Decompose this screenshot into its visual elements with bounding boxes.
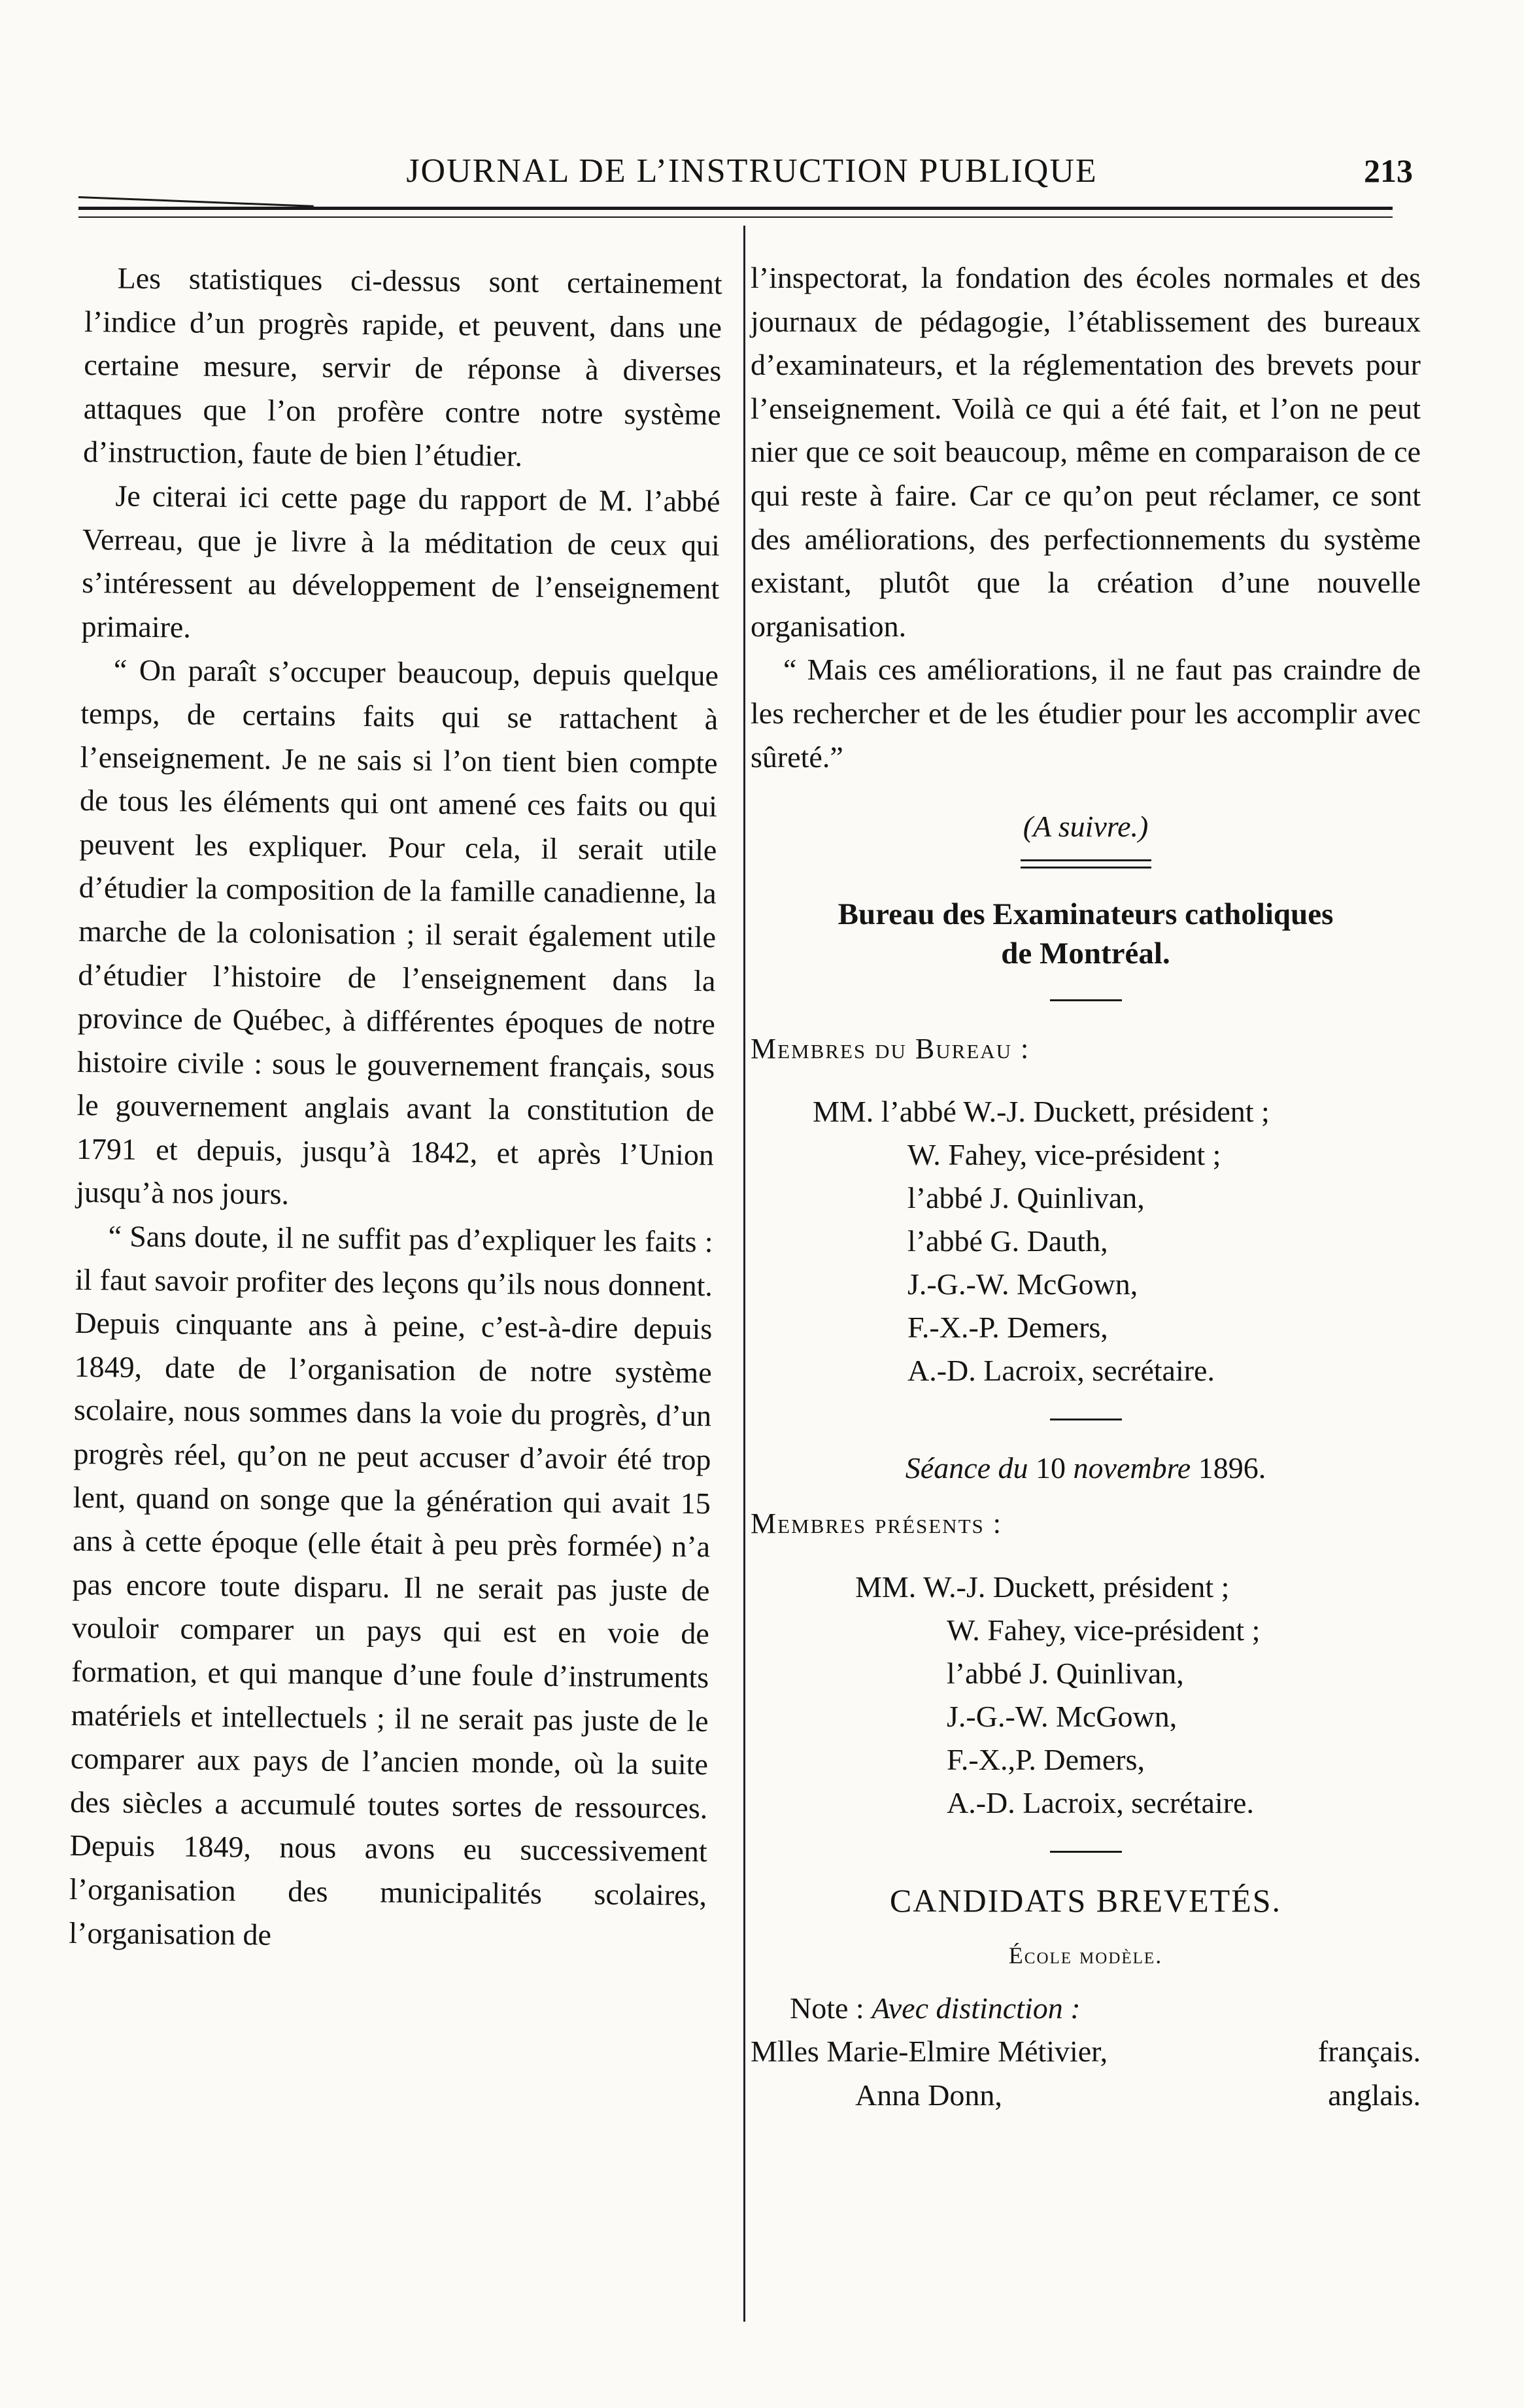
left-paragraph-4: “ Sans doute, il ne suffit pas d’expliquer les faits : il faut savoir profiter des leçons qu’ils nous donnent. Depuis cinquante ans à peine, c’est-à-dire depuis 1849, date de l’organisation de notre système scolaire, nous sommes dans la voie du progrès, d’un progrès réel, qu’on ne peut accuser d’avoir été trop lent, quand on songe que la génération qui avait 15 ans à cette époque (elle était à peu près formée) n’a pas encore toute disparu. Il ne serait pas juste de vouloir comparer un pays qui est en voie de formation, et qui manque d’une foule d’instruments matériels et intellectuels ; il ne serait pas juste de le comparer aux pays de l’ancien monde, où la suite des siècles a accumulé toutes sortes de ressources. Depuis 1849, nous avons eu successivement l’organisation des municipalités scolaires, l’organisation de: [69, 1219, 713, 1952]
candidate-row: [751, 2074, 1421, 2118]
note-text: Avec distinction :: [872, 1991, 1081, 2025]
list-item: J.-G.-W. McGown,: [907, 1267, 1138, 1301]
header-rule-thick: [78, 207, 1393, 210]
list-item: W. Fahey, vice-président ;: [907, 1138, 1221, 1172]
short-rule-2: [1050, 1419, 1122, 1420]
list-item: l’abbé J. Quinlivan,: [947, 1656, 1184, 1690]
section-double-rule: [1021, 859, 1151, 869]
page-number: 213: [1364, 152, 1413, 189]
column-divider: [743, 226, 745, 2322]
bureau-title-line-1: Bureau des Examinateurs catholiques: [838, 897, 1334, 931]
list-item: l’abbé G. Dauth,: [907, 1224, 1108, 1258]
list-item: A.-D. Lacroix, secrétaire.: [907, 1354, 1215, 1388]
left-paragraph-3: “ On paraît s’occuper beaucoup, depuis quelque temps, de certains faits qui se rattachent à l’enseignement. Je ne sais si l’on tient bien compte de tous les éléments qui ont amené ces faits ou qui peuvent les expliquer. Pour cela, il serait utile d’étudier la composition de la famille canadienne, la marche de la colonisation ; il serait également utile d’étudier l’histoire de l’enseignement dans la province de Québec, à différentes époques de notre histoire civile : sous le gouvernement français, sous le gouvernement anglais avant la constitution de 1791 et depuis, jusqu’à 1842, et après l’Union jusqu’à nos jours.: [76, 653, 719, 1211]
seance-line: [751, 1447, 1421, 1490]
list-item: l’abbé J. Quinlivan,: [907, 1181, 1145, 1215]
a-suivre: (A suivre.): [1023, 810, 1149, 844]
right-column: [751, 256, 1421, 2117]
left-paragraph-1: Les statistiques ci-dessus sont certainement l’indice d’un progrès rapide, et peuvent, dans une certaine mesure, servir de réponse à diverses attaques que l’on profère contre notre système d’instruction, faute de bien l’étudier.: [82, 261, 722, 473]
membres-presents-list: [751, 1566, 1421, 1825]
page-header: [78, 152, 1419, 198]
seance-label: Séance du: [905, 1451, 1028, 1485]
bureau-title: [751, 895, 1421, 973]
short-rule-1: [1050, 999, 1122, 1001]
candidate-subject: anglais.: [1328, 2078, 1421, 2112]
right-paragraph-2: “ Mais ces améliorations, il ne faut pas craindre de les rechercher et de les étudier pour les accomplir avec sûreté.”: [751, 653, 1421, 774]
candidate-name: Mlles Marie-Elmire Métivier,: [751, 2035, 1108, 2069]
seance-month: novembre: [1073, 1451, 1191, 1485]
right-paragraph-1: l’inspectorat, la fondation des écoles normales et des journaux de pédagogie, l’établissement des bureaux d’examinateurs, et la réglementation des brevets pour l’enseignement. Voilà ce qui a été fait, et l’on ne peut nier que ce soit beaucoup, même en comparaison de ce qui reste à faire. Car ce qu’on peut réclamer, ce sont des améliorations, des perfectionnements du système existant, plutôt que la création d’une nouvelle organisation.: [751, 261, 1421, 643]
list-item: W. Fahey, vice-président ;: [947, 1613, 1261, 1647]
header-rule-short: [78, 196, 314, 207]
header-rule-thin: [78, 216, 1393, 218]
seance-year: 1896.: [1198, 1451, 1266, 1485]
left-column: [69, 256, 722, 1961]
short-rule-3: [1050, 1851, 1122, 1853]
running-title: JOURNAL DE L’INSTRUCTION PUBLIQUE: [406, 152, 1098, 190]
list-item: F.-X.-P. Demers,: [907, 1311, 1108, 1345]
membres-bureau-label: Membres du Bureau :: [751, 1032, 1030, 1065]
candidats-title: CANDIDATS BREVETÉS.: [889, 1882, 1282, 1919]
candidate-row: [751, 2030, 1421, 2074]
list-item: A.-D. Lacroix, secrétaire.: [947, 1785, 1254, 1819]
note-label: Note :: [790, 1991, 864, 2025]
bureau-title-line-2: de Montréal.: [1001, 936, 1170, 971]
membres-bureau-list: [751, 1090, 1421, 1392]
list-item: F.-X.,P. Demers,: [947, 1742, 1145, 1776]
ecole-label: École modèle.: [1008, 1942, 1163, 1969]
candidate-subject: français.: [1317, 2035, 1421, 2069]
membres-presents-label: Membres présents :: [751, 1507, 1002, 1539]
seance-date: 10: [1036, 1451, 1066, 1485]
left-paragraph-2: Je citerai ici cette page du rapport de M. l’abbé Verreau, que je livre à la méditation de ceux qui s’intéressent au développement de l’enseignement primaire.: [81, 479, 720, 644]
list-item: MM. W.-J. Duckett, président ;: [855, 1570, 1230, 1604]
candidate-name: Anna Donn,: [855, 2078, 1002, 2112]
list-item: J.-G.-W. McGown,: [947, 1699, 1177, 1733]
list-item: MM. l’abbé W.-J. Duckett, président ;: [813, 1095, 1270, 1129]
note-line: [751, 1987, 1421, 2031]
